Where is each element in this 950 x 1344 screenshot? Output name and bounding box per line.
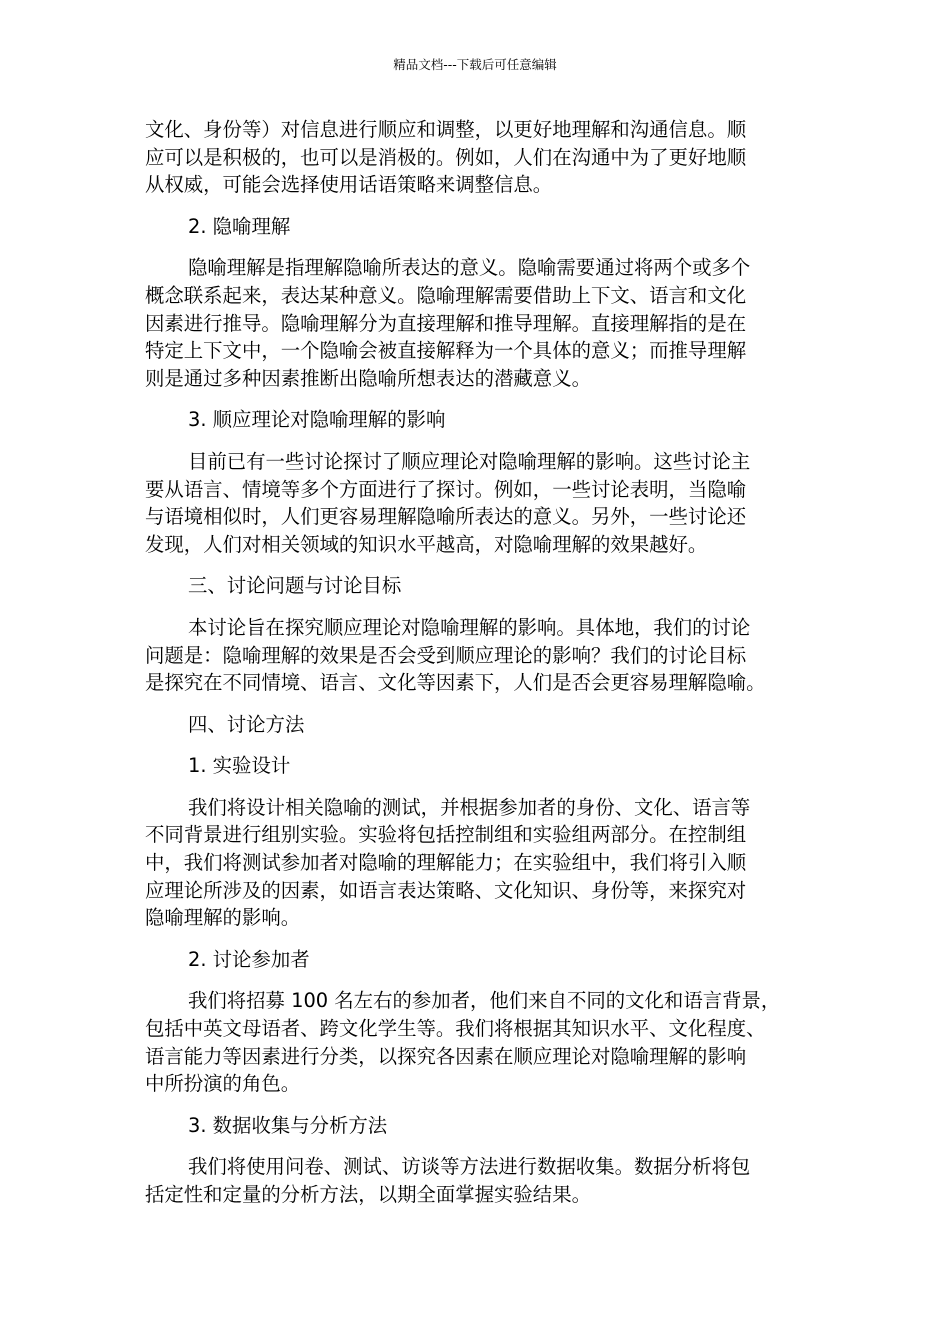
paragraph	[145, 254, 807, 392]
paragraph-line: 语言能力等因素进行分类，以探究各因素在顺应理论对隐喻理解的影响	[145, 1044, 747, 1068]
paragraph	[145, 794, 807, 932]
document-body	[145, 116, 807, 1223]
paragraph	[145, 116, 807, 199]
paragraph-line: 中所扮演的角色。	[145, 1072, 301, 1096]
paragraph-line: 则是通过多种因素推断出隐喻所想表达的潜藏意义。	[145, 366, 591, 390]
section-heading: 3. 顺应理论对隐喻理解的影响	[188, 408, 446, 432]
section-heading: 2. 讨论参加者	[188, 947, 310, 971]
paragraph-line: 目前已有一些讨论探讨了顺应理论对隐喻理解的影响。这些讨论主	[188, 449, 751, 473]
paragraph-line: 我们将设计相关隐喻的测试，并根据参加者的身份、文化、语言等	[188, 795, 751, 819]
paragraph-line: 隐喻理解的影响。	[145, 906, 301, 930]
paragraph-line: 特定上下文中，一个隐喻会被直接解释为一个具体的意义；而推导理解	[145, 339, 747, 363]
paragraph-line: 不同背景进行组别实验。实验将包括控制组和实验组两部分。在控制组	[145, 823, 747, 847]
paragraph-line: 隐喻理解是指理解隐喻所表达的意义。隐喻需要通过将两个或多个	[188, 256, 751, 280]
paragraph-line: 概念联系起来，表达某种意义。隐喻理解需要借助上下文、语言和文化	[145, 283, 747, 307]
paragraph-line: 我们将招募 100 名左右的参加者，他们来自不同的文化和语言背景，	[188, 989, 781, 1013]
paragraph-line: 因素进行推导。隐喻理解分为直接理解和推导理解。直接理解指的是在	[145, 311, 747, 335]
section-heading: 三、讨论问题与讨论目标	[188, 574, 402, 598]
section-heading: 3. 数据收集与分析方法	[188, 1113, 388, 1137]
section-heading: 1. 实验设计	[188, 754, 291, 778]
paragraph-line: 中，我们将测试参加者对隐喻的理解能力；在实验组中，我们将引入顺	[145, 851, 747, 875]
paragraph-line: 我们将使用问卷、测试、访谈等方法进行数据收集。数据分析将包	[188, 1155, 751, 1179]
paragraph-line: 包括中英文母语者、跨文化学生等。我们将根据其知识水平、文化程度、	[145, 1017, 766, 1041]
section-heading: 四、讨论方法	[188, 712, 305, 736]
page-header: 精品文档---下载后可任意编辑	[393, 57, 557, 72]
paragraph-line: 是探究在不同情境、语言、文化等因素下，人们是否会更容易理解隐喻。	[145, 671, 766, 695]
paragraph-line: 要从语言、情境等多个方面进行了探讨。例如，一些讨论表明，当隐喻	[145, 477, 747, 501]
paragraph-line: 与语境相似时，人们更容易理解隐喻所表达的意义。另外，一些讨论还	[145, 505, 747, 529]
paragraph-line: 问题是：隐喻理解的效果是否会受到顺应理论的影响？我们的讨论目标	[145, 643, 747, 667]
paragraph-line: 文化、身份等）对信息进行顺应和调整，以更好地理解和沟通信息。顺	[145, 118, 747, 141]
paragraph	[145, 987, 807, 1097]
paragraph	[145, 1153, 807, 1208]
paragraph-line: 本讨论旨在探究顺应理论对隐喻理解的影响。具体地，我们的讨论	[188, 615, 751, 639]
paragraph-line: 应理论所涉及的因素，如语言表达策略、文化知识、身份等，来探究对	[145, 878, 747, 902]
paragraph	[145, 448, 807, 558]
paragraph-line: 应可以是积极的，也可以是消极的。例如，人们在沟通中为了更好地顺	[145, 145, 747, 169]
paragraph	[145, 614, 807, 697]
paragraph-line: 发现，人们对相关领域的知识水平越高，对隐喻理解的效果越好。	[145, 532, 708, 556]
paragraph-line: 括定性和定量的分析方法，以期全面掌握实验结果。	[145, 1183, 591, 1206]
section-heading: 2. 隐喻理解	[188, 214, 291, 238]
paragraph-line: 从权威，可能会选择使用话语策略来调整信息。	[145, 173, 553, 197]
